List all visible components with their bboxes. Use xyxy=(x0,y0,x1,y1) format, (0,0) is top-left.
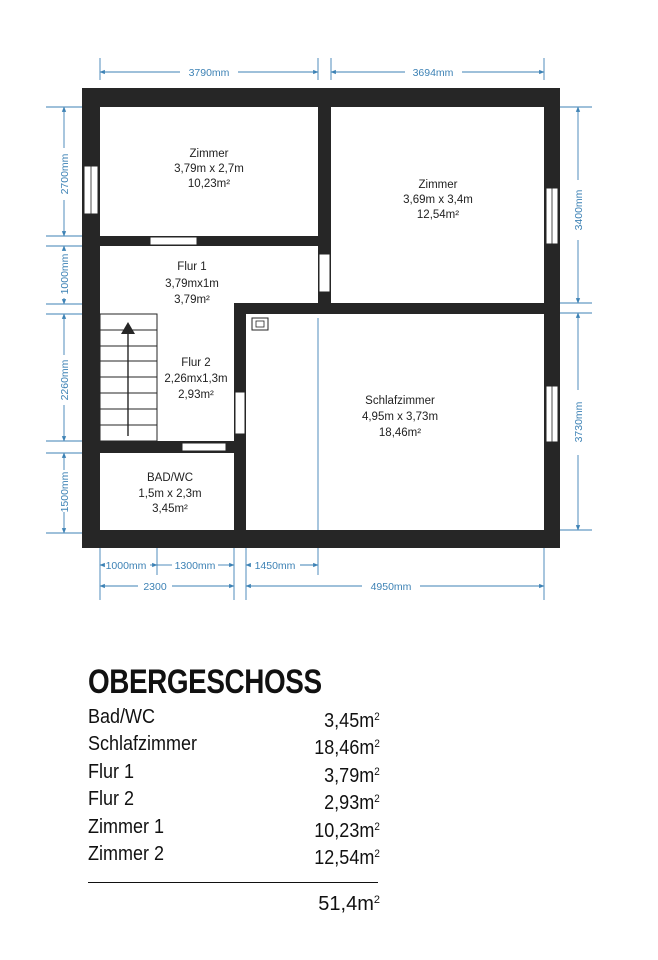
row-value: $2,93m^2$ xyxy=(324,792,380,815)
summary-row-flur-2 xyxy=(88,786,380,813)
dim-bottom-2: 1300mm xyxy=(174,560,216,572)
dim-right-2: 3730mm xyxy=(573,401,585,443)
stair-arrow-icon xyxy=(121,322,135,334)
dim-bottom-3: 1450mm xyxy=(254,560,296,572)
area-summary xyxy=(88,660,380,916)
room-bad-wc xyxy=(138,472,201,515)
room-size: 2,26mx1,3m xyxy=(164,373,228,385)
row-label: Zimmer 1 xyxy=(88,815,165,838)
room-name: Schlafzimmer xyxy=(365,395,435,407)
room-zimmer-1 xyxy=(174,148,244,190)
room-flur-1 xyxy=(165,261,219,306)
room-name: Zimmer xyxy=(189,148,229,160)
room-area: 18,46m² xyxy=(378,427,422,439)
dim-top-right: 3694mm xyxy=(412,67,454,79)
row-label: Bad/WC xyxy=(88,706,156,728)
dim-left-4: 1500mm xyxy=(59,471,71,513)
row-label: Schlafzimmer xyxy=(88,733,198,756)
summary-title: OBERGESCHOSS xyxy=(88,663,322,701)
room-schlafzimmer xyxy=(362,395,438,439)
row-value: $18,46m^2$ xyxy=(314,737,380,760)
summary-total: $51,4m^2$ xyxy=(318,893,380,916)
room-area: 12,54m² xyxy=(416,209,460,221)
row-label: Flur 2 xyxy=(88,788,135,811)
summary-row-bad xyxy=(88,704,380,731)
row-value: $3,79m^2$ xyxy=(324,764,380,787)
dim-right-1: 3400mm xyxy=(573,189,585,231)
row-value: $10,23m^2$ xyxy=(314,819,380,842)
summary-row-zimmer-2 xyxy=(88,841,380,868)
summary-row-flur-1 xyxy=(88,759,380,786)
room-name: Flur 1 xyxy=(177,261,207,273)
room-size: 3,79mx1m xyxy=(165,278,219,290)
room-zimmer-2 xyxy=(403,179,473,221)
stairs xyxy=(100,314,157,441)
row-label: Flur 1 xyxy=(88,760,135,783)
row-value: $3,45m^2$ xyxy=(324,710,380,732)
row-label: Zimmer 2 xyxy=(88,842,165,865)
room-area: 10,23m² xyxy=(187,178,231,190)
dim-bottom-4: 2300 xyxy=(143,581,167,593)
room-name: BAD/WC xyxy=(147,472,193,484)
room-size: 1,5m x 2,3m xyxy=(138,488,202,500)
room-size: 3,79m x 2,7m xyxy=(174,163,244,175)
summary-divider xyxy=(88,882,378,883)
dim-bottom-1: 1000mm xyxy=(105,560,147,572)
room-size: 3,69m x 3,4m xyxy=(403,194,473,206)
dim-left-3: 2260mm xyxy=(59,359,71,401)
dim-left-1: 2700mm xyxy=(59,153,71,195)
room-name: Flur 2 xyxy=(181,357,211,369)
summary-row-zimmer-1 xyxy=(88,814,380,841)
room-name: Zimmer xyxy=(418,179,458,191)
room-size: 4,95m x 3,73m xyxy=(361,411,439,423)
room-flur-2 xyxy=(164,357,227,401)
summary-row-schlafzimmer xyxy=(88,731,380,758)
room-area: 2,93m² xyxy=(178,389,214,401)
dim-left-2: 1000mm xyxy=(59,253,71,295)
room-area: 3,45m² xyxy=(152,503,188,515)
room-area: 3,79m² xyxy=(174,294,210,306)
row-value: $12,54m^2$ xyxy=(314,846,380,869)
dim-top-left: 3790mm xyxy=(188,67,230,79)
dim-bottom-5: 4950mm xyxy=(370,581,412,593)
